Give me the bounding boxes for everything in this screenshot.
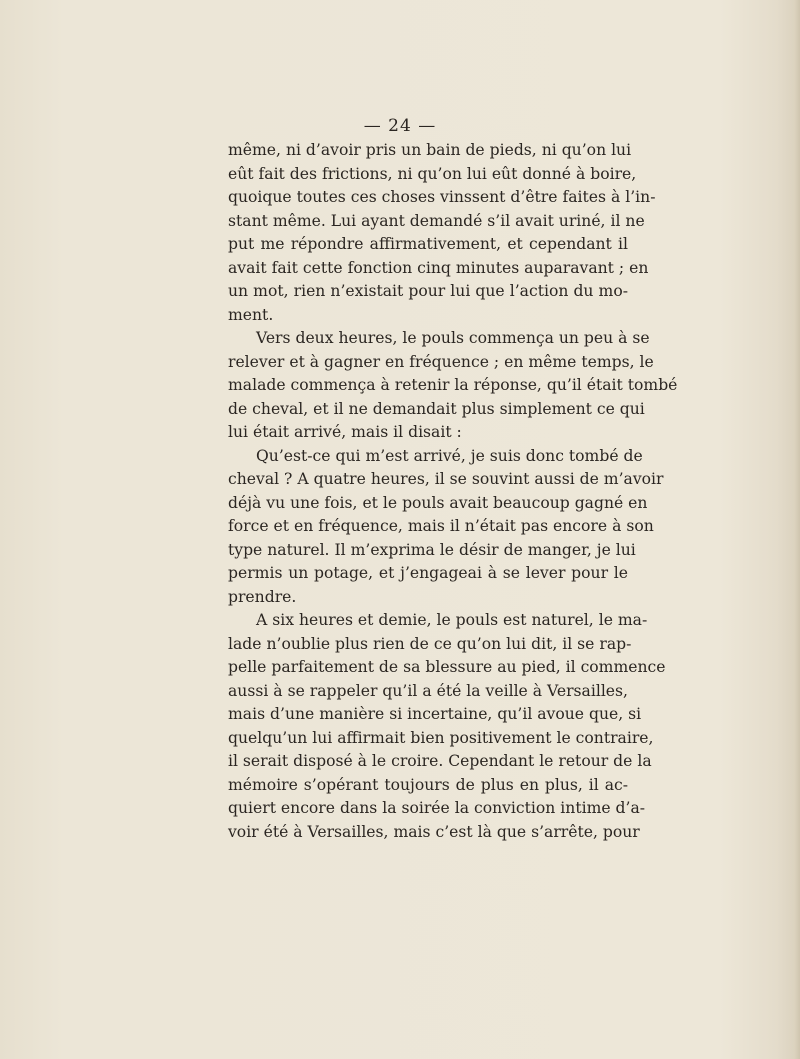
text-line: force et en fréquence, mais il n’était pas encore à son: [228, 517, 654, 535]
text-line: un mot, rien n’existait pour lui que l’action du mo-: [228, 282, 628, 300]
text-line: prendre.: [228, 587, 297, 606]
text-line: déjà vu une fois, et le pouls avait beaucoup gagné en: [228, 493, 648, 512]
text-line: quelqu’un lui affirmait bien positivement le contraire,: [228, 728, 654, 747]
text-line: quiert encore dans la soirée la conviction intime d’a-: [228, 799, 646, 817]
text-line: mémoire s’opérant toujours de plus en plus, il ac-: [228, 775, 628, 794]
text-line: ment.: [228, 305, 274, 324]
text-line: eût fait des frictions, ni qu’on lui eût donné à boire,: [228, 164, 637, 183]
text-line: Qu’est-ce qui m’est arrivé, je suis donc tombé de: [256, 446, 643, 465]
text-line: voir été à Versailles, mais c’est là que s’arrête, pour: [228, 822, 640, 841]
text-line: quoique toutes ces choses vinssent d’être faites à l’in-: [228, 188, 656, 206]
text-line: lui était arrivé, mais il disait :: [228, 423, 462, 441]
text-line: il serait disposé à le croire. Cependant le retour de la: [228, 752, 652, 770]
text-line: cheval ? A quatre heures, il se souvint aussi de m’avoir: [228, 470, 664, 488]
text-line: malade commença à retenir la réponse, qu’il était tombé: [228, 376, 678, 394]
text-line: stant même. Lui ayant demandé s’il avait uriné, il ne: [228, 211, 645, 230]
text-line: A six heures et demie, le pouls est naturel, le ma-: [256, 611, 648, 629]
text-line: put me répondre affirmativement, et cependant il: [228, 235, 628, 253]
text-line: relever et à gagner en fréquence ; en même temps, le: [228, 352, 654, 371]
body-text: [228, 139, 678, 844]
text-line: de cheval, et il ne demandait plus simplement ce qui: [228, 399, 645, 418]
text-line: mais d’une manière si incertaine, qu’il avoue que, si: [228, 705, 642, 723]
text-line: avait fait cette fonction cinq minutes auparavant ; en: [228, 258, 649, 277]
text-line: lade n’oublie plus rien de ce qu’on lui dit, il se rap-: [228, 634, 632, 653]
text-line: aussi à se rappeler qu’il a été la veille à Versailles,: [228, 681, 628, 700]
page-number: — 24 —: [363, 116, 437, 136]
text-line: même, ni d’avoir pris un bain de pieds, ni qu’on lui: [228, 141, 632, 159]
text-line: Vers deux heures, le pouls commença un peu à se: [256, 329, 650, 347]
text-line: pelle parfaitement de sa blessure au pied, il commence: [228, 658, 666, 676]
page-edge: [794, 0, 800, 1059]
text-line: permis un potage, et j’engageai à se lever pour le: [228, 564, 628, 582]
text-line: type naturel. Il m’exprima le désir de manger, je lui: [228, 540, 636, 559]
